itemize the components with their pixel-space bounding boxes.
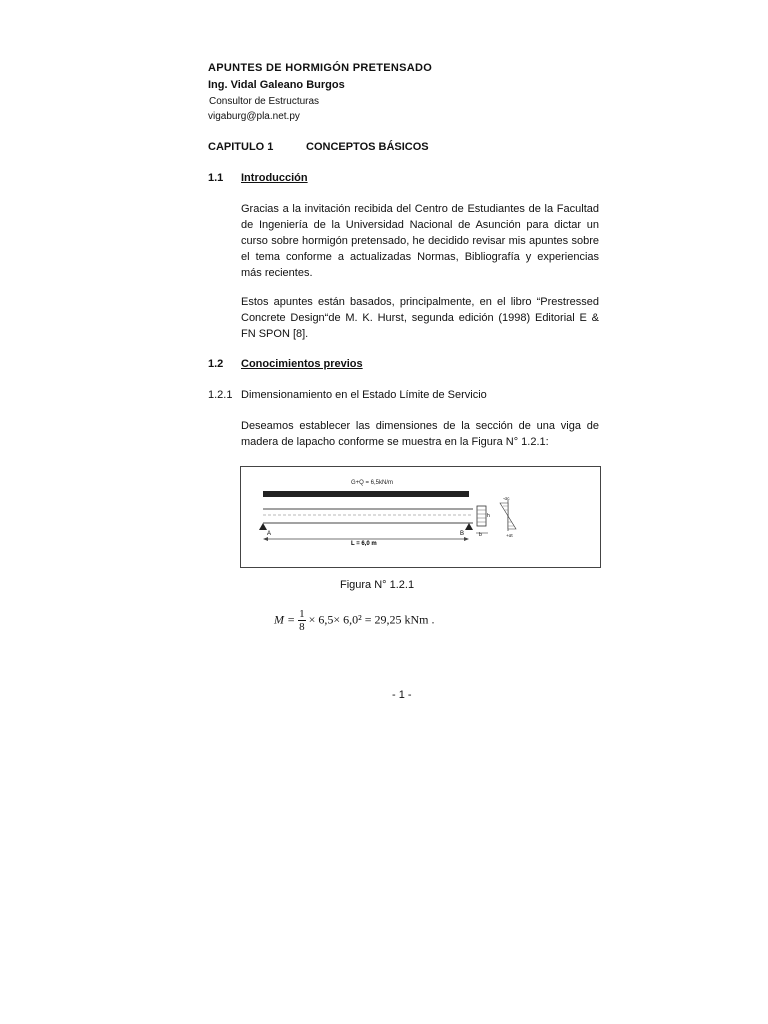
support-a-label: A <box>267 531 272 537</box>
support-b-icon <box>465 523 473 530</box>
cross-section <box>477 506 486 526</box>
subsection-title: Dimensionamiento en el Estado Límite de Servicio <box>241 389 487 401</box>
load-label: G+Q = 6,5kN/m <box>351 480 394 486</box>
width-label: b <box>479 532 482 538</box>
subsection-number: 1.2.1 <box>208 389 233 401</box>
author-name: Ing. Vidal Galeano Burgos <box>208 79 345 91</box>
support-a-icon <box>259 523 267 530</box>
fraction-denominator: 8 <box>299 621 305 633</box>
section-number: 1.1 <box>208 172 224 184</box>
intro-paragraph-1: Gracias a la invitación recibida del Centro de Estudiantes de la Facultad de Ingeniería de la Universidad Nacional de Asunción para dictar un curso sobre hormigón pretensado, he decidido revisar mis apuntes sobre el tema conforme a actualizadas Normas, Bibliografía y experiencias más recientes. <box>241 203 599 279</box>
dimension-arrow-right-icon <box>464 537 469 541</box>
formula-equals: = <box>287 612 296 627</box>
section-number: 1.2 <box>208 358 224 370</box>
formula-fraction <box>298 608 306 633</box>
section-title: Introducción <box>241 172 308 184</box>
chapter-label: CAPITULO 1 <box>208 141 274 153</box>
fraction-numerator: 1 <box>299 608 305 620</box>
beam-diagram <box>241 467 600 567</box>
stress-top-label: -σc <box>503 496 510 501</box>
support-b-label: B <box>460 531 465 537</box>
intro-paragraph-2: Estos apuntes están basados, principalmente, en el libro “Prestressed Concrete Design“de M. K. Hurst, segunda edición (1998) Editorial E & FN SPON [8]. <box>241 296 599 340</box>
page-number: - 1 - <box>392 689 412 701</box>
chapter-title: CONCEPTOS BÁSICOS <box>306 141 429 153</box>
section-paragraph: Deseamos establecer las dimensiones de la sección de una viga de madera de lapacho conforme se muestra en la Figura N° 1.2.1: <box>241 420 599 448</box>
dimension-arrow-left-icon <box>263 537 268 541</box>
formula-lhs: M <box>274 612 284 627</box>
span-label: L = 6,0 m <box>351 541 377 547</box>
document-title: APUNTES DE HORMIGÓN PRETENSADO <box>208 62 433 74</box>
moment-formula <box>274 608 435 633</box>
section-title: Conocimientos previos <box>241 358 363 370</box>
distributed-load <box>263 491 469 497</box>
author-role: Consultor de Estructuras <box>209 96 320 107</box>
formula-rhs: × 6,5× 6,0² = 29,25 kNm . <box>308 612 435 627</box>
author-email: vigaburg@pla.net.py <box>208 111 300 122</box>
stress-diagram <box>500 503 516 529</box>
height-label: h <box>487 513 490 519</box>
beam-figure <box>240 466 601 568</box>
stress-bottom-label: +σt <box>506 533 513 538</box>
figure-caption: Figura N° 1.2.1 <box>340 579 415 591</box>
